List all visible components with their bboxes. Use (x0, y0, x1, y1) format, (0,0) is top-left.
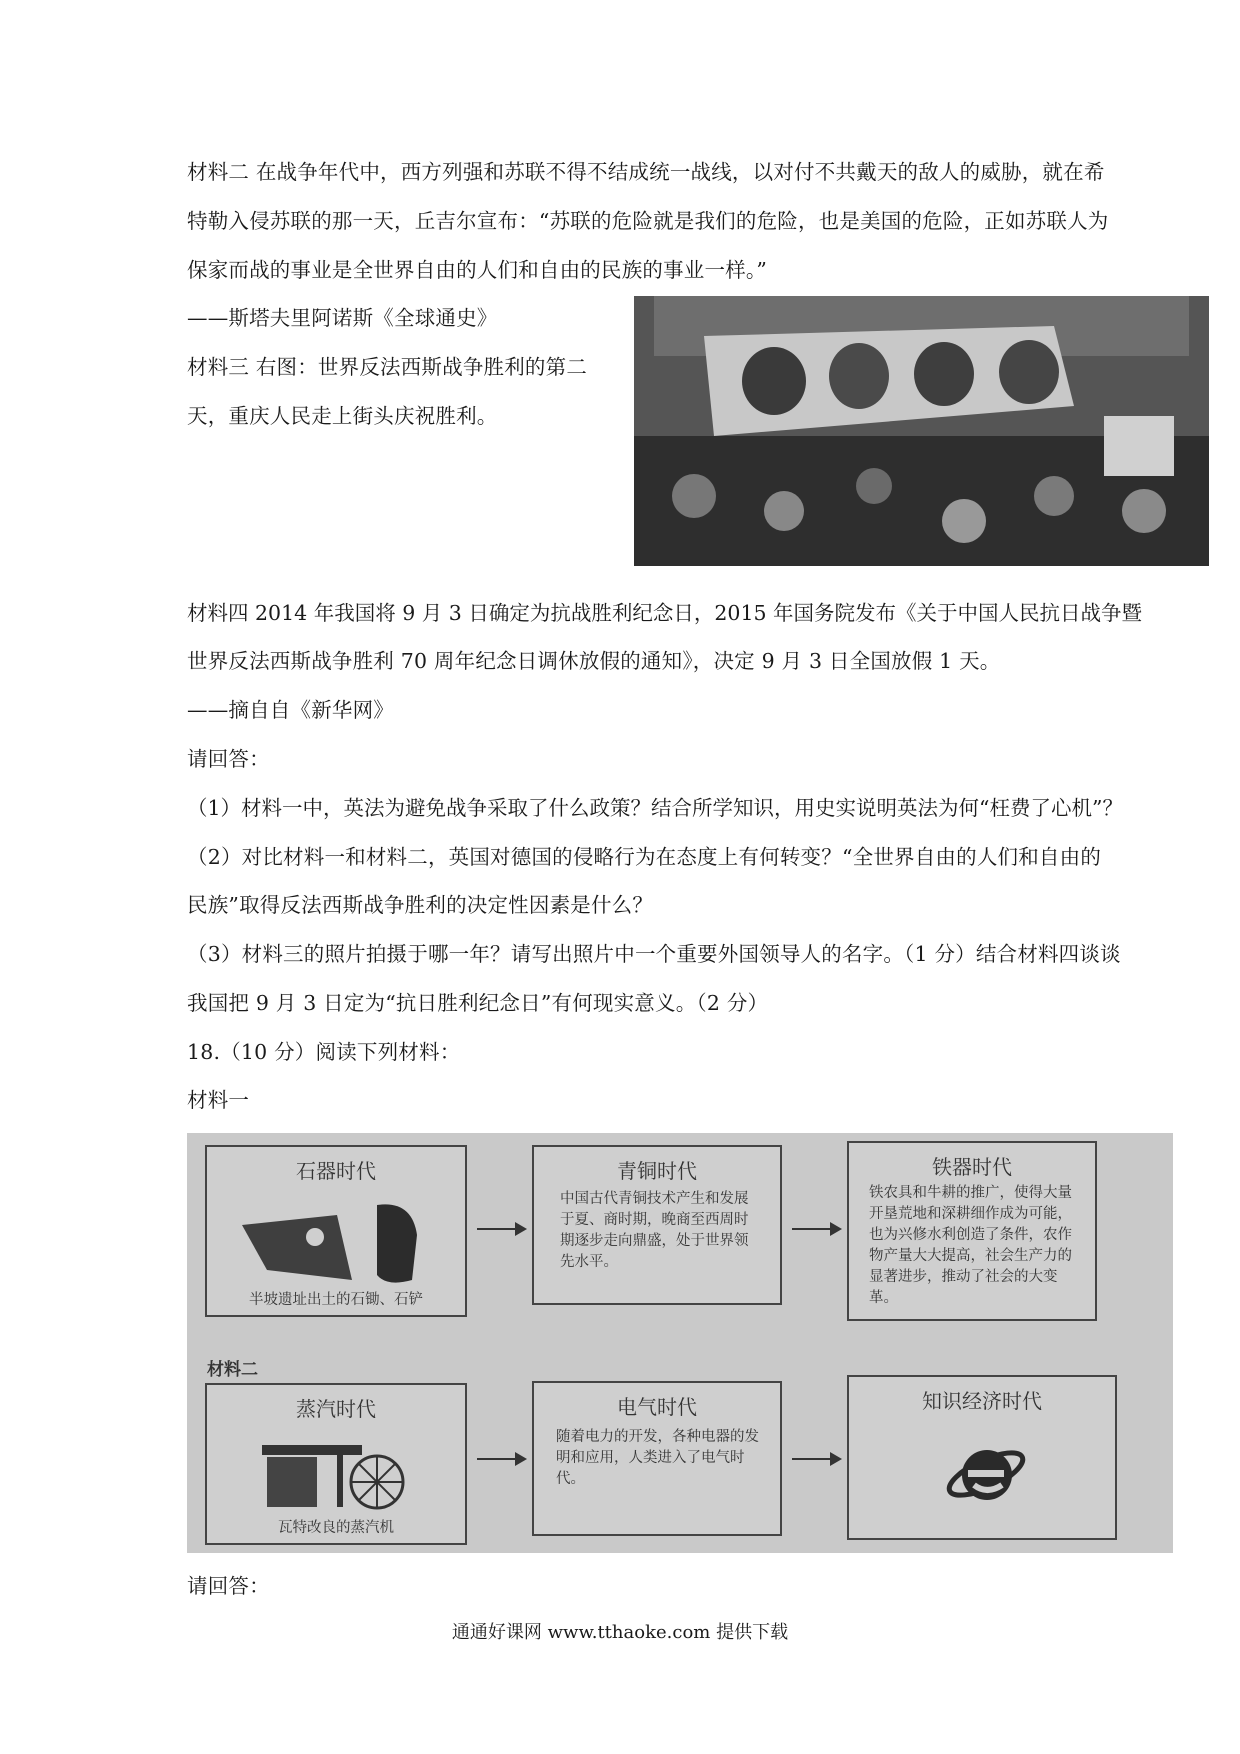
knowledge-economy-box (847, 1375, 1117, 1540)
steam-engine-image (257, 1427, 417, 1512)
chongqing-celebration-photo (634, 296, 1209, 566)
flow-material2-label: 材料二 (207, 1360, 258, 1380)
material4-line-1: 材料四 2014 年我国将 9 月 3 日确定为抗战胜利纪念日，2015 年国务院发布《关于中国人民抗日战争暨 (187, 601, 1143, 625)
question-1: （1）材料一中，英法为避免战争采取了什么政策？结合所学知识，用史实说明英法为何“枉费了心机”？ (187, 796, 1124, 820)
bronze-age-text: 中国古代青铜技术产生和发展于夏、商时期，晚商至西周时期逐步走向鼎盛，处于世界领先水平。 (560, 1191, 749, 1270)
question-2-line-1: （2）对比材料一和材料二，英国对德国的侵略行为在态度上有何转变？“全世界自由的人们和自由的 (187, 845, 1102, 869)
footer: 通通好课网 www.tthaoke.com 提供下载 (451, 1622, 789, 1643)
material2-line-1: 材料二 在战争年代中，西方列强和苏联不得不结成统一战线，以对付不共戴天的敌人的威胁，就在希 (187, 160, 1105, 184)
bronze-age-title: 青铜时代 (617, 1159, 697, 1183)
material4-line-2: 世界反法西斯战争胜利 70 周年纪念日调休放假的通知》，决定 9 月 3 日全国放假 1 天。 (187, 649, 1001, 673)
stone-tools-image (237, 1195, 437, 1285)
material2-source: ——斯塔夫里阿诺斯《全球通史》 (187, 306, 498, 330)
steam-age-box (205, 1383, 467, 1545)
bronze-age-box (532, 1145, 782, 1305)
knowledge-economy-title: 知识经济时代 (922, 1389, 1042, 1413)
ie-logo-icon (944, 1429, 1029, 1514)
material3-line-1: 材料三 右图：世界反法西斯战争胜利的第二 (187, 355, 588, 379)
steam-age-caption: 瓦特改良的蒸汽机 (278, 1520, 394, 1536)
iron-age-text: 铁农具和牛耕的推广，使得大量开垦荒地和深耕细作成为可能，也为兴修水利创造了条件，农作物产量大大提高，社会生产力的显著进步，推动了社会的大变革。 (869, 1185, 1072, 1306)
material2-line-2: 特勒入侵苏联的那一天，丘吉尔宣布：“苏联的危险就是我们的危险，也是美国的危险，正如苏联人为 (187, 209, 1109, 233)
arrow-1 (477, 1228, 525, 1230)
material4-source: ——摘自自《新华网》 (187, 698, 394, 722)
iron-age-title: 铁器时代 (932, 1155, 1012, 1179)
stone-age-box (205, 1145, 467, 1317)
material3-line-2: 天，重庆人民走上街头庆祝胜利。 (187, 404, 498, 428)
stone-age-caption: 半坡遗址出土的石锄、石铲 (249, 1292, 423, 1308)
question-2-line-2: 民族”取得反法西斯战争胜利的决定性因素是什么？ (187, 893, 654, 917)
question-18-prompt: 请回答： (187, 1574, 270, 1598)
question-3-line-1: （3）材料三的照片拍摄于哪一年？请写出照片中一个重要外国领导人的名字。（1 分）结合材料四谈谈 (187, 942, 1121, 966)
electric-age-text: 随着电力的开发，各种电器的发明和应用，人类进入了电气时代。 (556, 1429, 759, 1487)
iron-age-box (847, 1141, 1097, 1321)
material2-line-3: 保家而战的事业是全世界自由的人们和自由的民族的事业一样。” (187, 258, 768, 282)
electric-age-box (532, 1381, 782, 1536)
arrow-2 (792, 1228, 840, 1230)
question-18-header: 18.（10 分）阅读下列材料： (187, 1040, 461, 1064)
stone-age-title: 石器时代 (296, 1159, 376, 1183)
question-18-material1-label: 材料一 (187, 1088, 250, 1112)
steam-age-title: 蒸汽时代 (296, 1397, 376, 1421)
questions-prompt: 请回答： (187, 747, 270, 771)
arrow-3 (477, 1458, 525, 1460)
tech-era-flow-diagram (187, 1133, 1173, 1553)
arrow-4 (792, 1458, 840, 1460)
question-3-line-2: 我国把 9 月 3 日定为“抗日胜利纪念日”有何现实意义。（2 分） (187, 991, 769, 1015)
electric-age-title: 电气时代 (617, 1395, 697, 1419)
